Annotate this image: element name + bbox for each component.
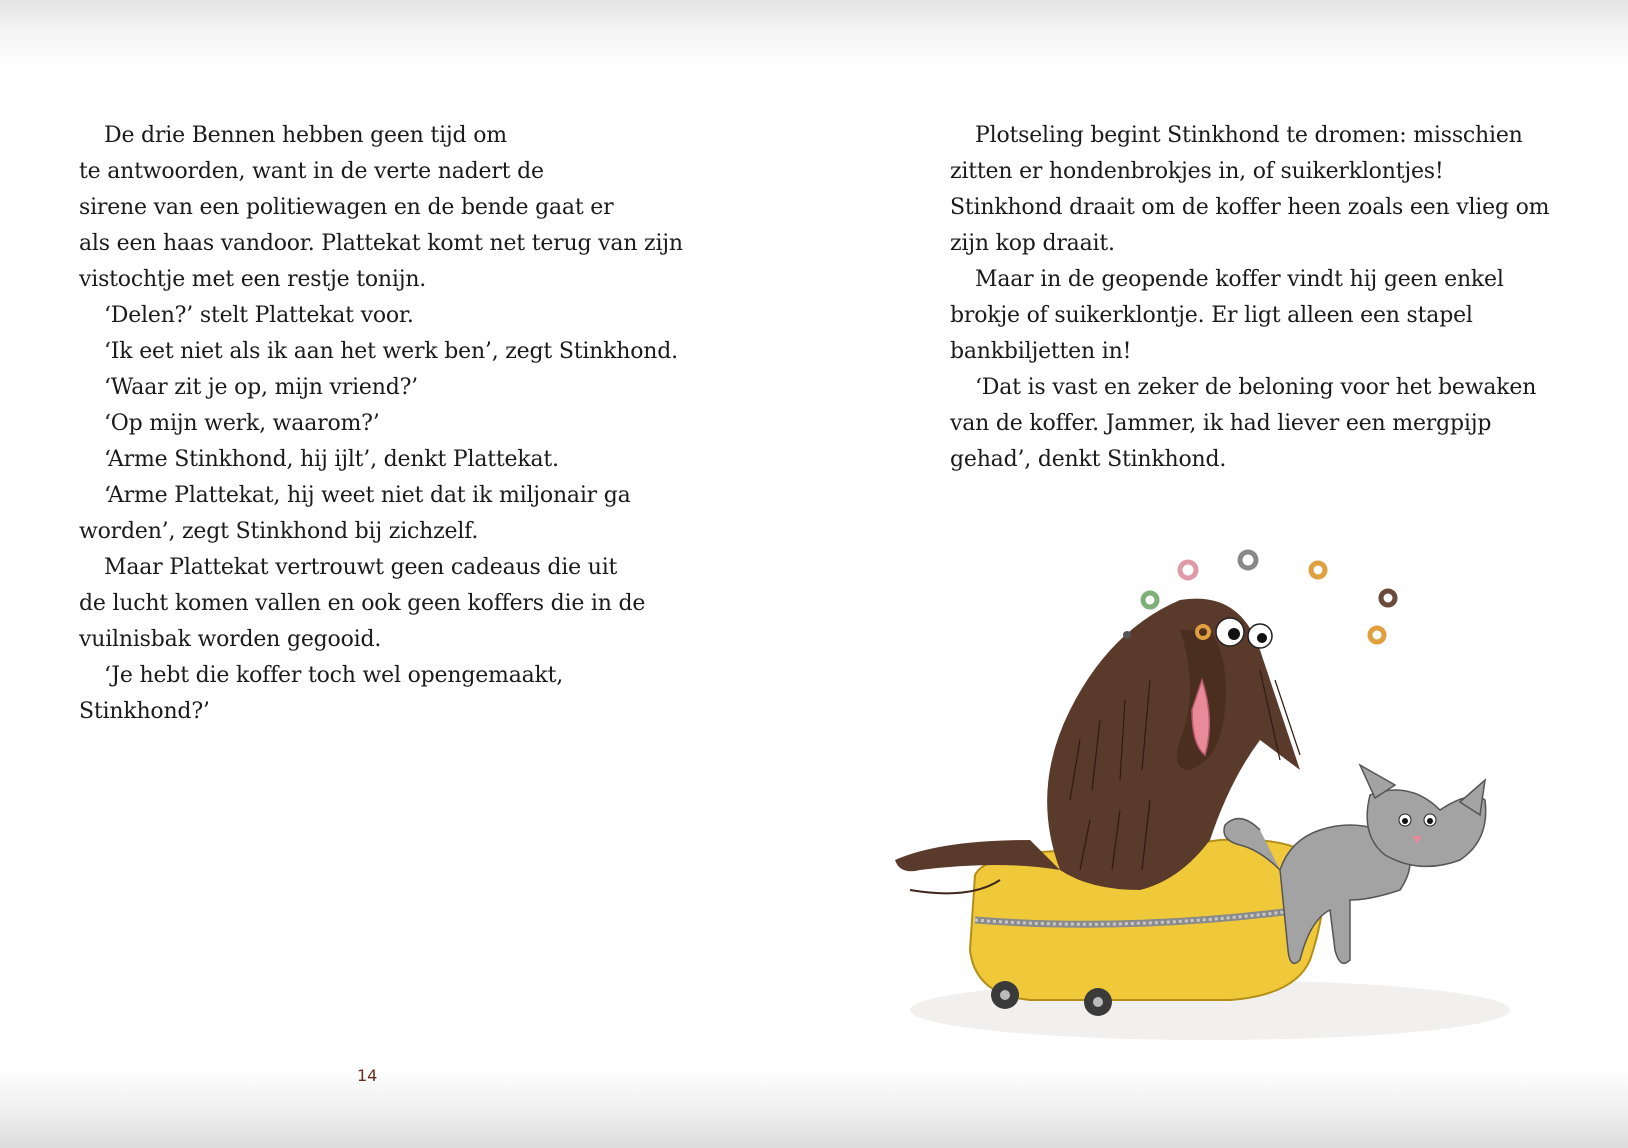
right-page-text xyxy=(950,118,1590,478)
top-shadow xyxy=(0,0,1628,70)
bottom-shadow xyxy=(0,1068,1628,1148)
text-line: De drie Bennen hebben geen tijd om xyxy=(104,123,507,148)
text-line: vistochtje met een restje tonijn. xyxy=(79,267,427,292)
text-line: Maar in de geopende koffer vindt hij geen enkel xyxy=(975,267,1504,292)
text-line: Stinkhond draait om de koffer heen zoals een vlieg om xyxy=(950,195,1550,220)
text-line: worden’, zegt Stinkhond bij zichzelf. xyxy=(79,519,479,544)
dog-suitcase-illustration xyxy=(880,540,1570,1060)
text-line: ‘Dat is vast en zeker de beloning voor het bewaken xyxy=(975,375,1537,400)
text-line: brokje of suikerklontje. Er ligt alleen een stapel xyxy=(950,303,1473,328)
text-line: sirene van een politiewagen en de bende gaat er xyxy=(79,195,614,220)
text-line: ‘Delen?’ stelt Plattekat voor. xyxy=(104,303,414,328)
text-line: bankbiljetten in! xyxy=(950,339,1132,364)
text-line: vuilnisbak worden gegooid. xyxy=(79,627,382,652)
text-line: Stinkhond?’ xyxy=(79,699,210,724)
text-line: zitten er hondenbrokjes in, of suikerklontjes! xyxy=(950,159,1444,184)
text-line: ‘Arme Stinkhond, hij ijlt’, denkt Plattekat. xyxy=(104,447,559,472)
text-line: Plotseling begint Stinkhond te dromen: misschien xyxy=(975,123,1523,148)
left-page-text xyxy=(79,118,719,730)
text-line: gehad’, denkt Stinkhond. xyxy=(950,447,1227,472)
text-line: ‘Je hebt die koffer toch wel opengemaakt, xyxy=(104,663,564,688)
page-number: 14 xyxy=(357,1066,378,1085)
text-line: van de koffer. Jammer, ik had liever een mergpijp xyxy=(950,411,1492,436)
text-line: ‘Arme Plattekat, hij weet niet dat ik miljonair ga xyxy=(104,483,631,508)
text-line: ‘Waar zit je op, mijn vriend?’ xyxy=(104,375,418,400)
text-line: ‘Op mijn werk, waarom?’ xyxy=(104,411,380,436)
text-line: te antwoorden, want in de verte nadert de xyxy=(79,159,544,184)
text-line: ‘Ik eet niet als ik aan het werk ben’, zegt Stinkhond. xyxy=(104,339,678,364)
text-line: Maar Plattekat vertrouwt geen cadeaus die uit xyxy=(104,555,618,580)
text-line: de lucht komen vallen en ook geen koffers die in de xyxy=(79,591,646,616)
text-line: als een haas vandoor. Plattekat komt net terug van zijn xyxy=(79,231,683,256)
text-line: zijn kop draait. xyxy=(950,231,1115,256)
